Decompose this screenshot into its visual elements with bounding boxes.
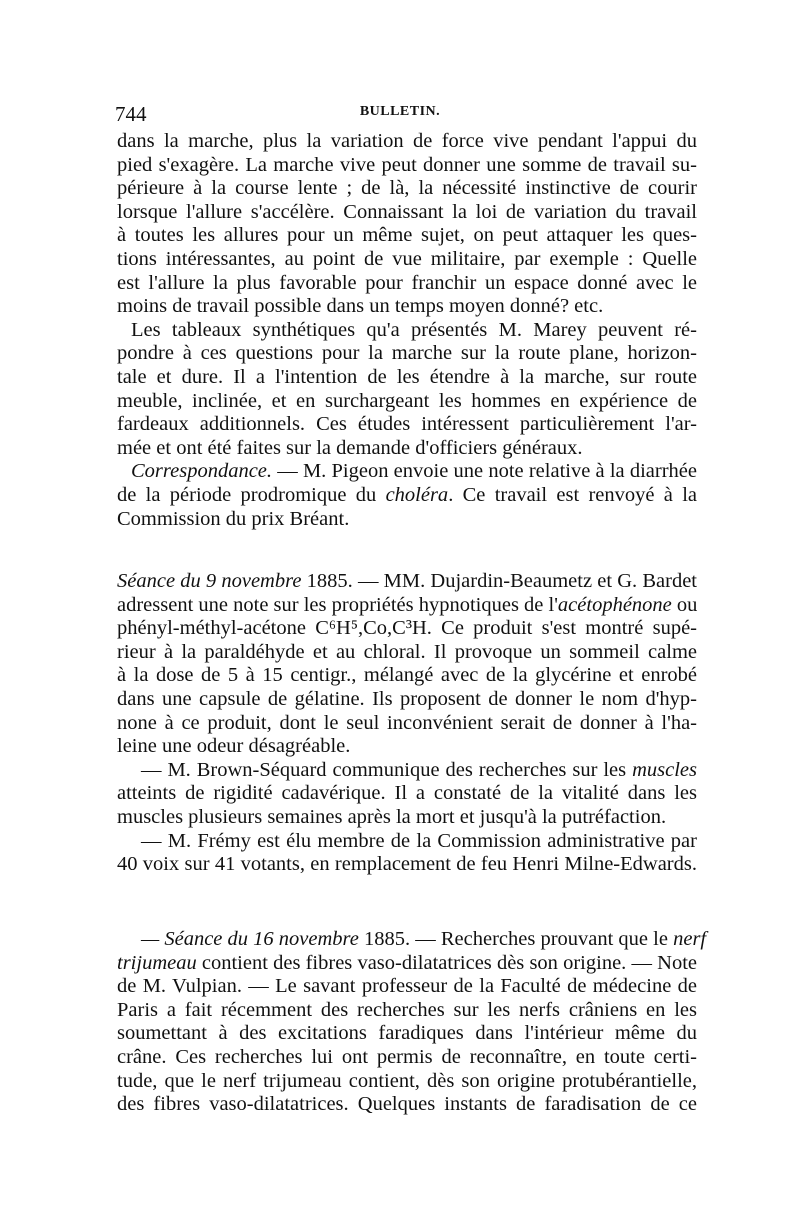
seance-line: 40 voix sur 41 votants, en remplacement de feu Henri Milne-Edwards. bbox=[117, 853, 697, 876]
correspondance-line bbox=[117, 460, 697, 484]
text-line: dans la marche, plus la variation de force vive pendant l'appui du bbox=[117, 130, 697, 152]
text-block-marey bbox=[117, 130, 697, 531]
text-span: adressent une note sur les propriétés hypnotiques de l' bbox=[117, 593, 558, 616]
text-span: ou bbox=[671, 593, 698, 616]
seance-line: tude, que le nerf trijumeau contient, dès son origine protubérantielle, bbox=[117, 1069, 697, 1092]
correspondance-line bbox=[117, 484, 697, 508]
seance-line: soumettant à des excitations faradiques dans l'intérieur même du bbox=[117, 1022, 697, 1045]
seance-line: Paris a fait récemment des recherches sur les nerfs crâniens en les bbox=[117, 998, 697, 1021]
italic-term: choléra bbox=[385, 483, 449, 506]
seance-year: 1885. bbox=[301, 570, 353, 592]
seance-line bbox=[117, 594, 697, 618]
text-span: . Ce travail est renvoyé à la bbox=[448, 483, 697, 506]
seance-line: — M. Frémy est élu membre de la Commission administrative par bbox=[141, 829, 697, 852]
text-line: Les tableaux synthétiques qu'a présentés M. Marey peuvent ré- bbox=[131, 318, 697, 341]
text-line: pied s'exagère. La marche vive peut donner une somme de travail su- bbox=[117, 153, 697, 176]
correspondance-text: — M. Pigeon envoie une note relative à la diarrhée bbox=[272, 460, 697, 483]
running-head: BULLETIN. bbox=[359, 104, 441, 119]
text-span: de la période prodromique du bbox=[117, 483, 386, 506]
seance-line: phényl-méthyl-acétone C⁶H⁵,Co,C³H. Ce produit s'est montré supé- bbox=[117, 617, 697, 640]
text-line: tale et dure. Il a l'intention de les étendre à la marche, sur route bbox=[117, 365, 697, 388]
seance-line: atteints de rigidité cadavérique. Il a constaté de la vitalité dans les bbox=[117, 782, 697, 805]
seance-line: leine une odeur désagréable. bbox=[117, 735, 351, 758]
text-block-seance-16 bbox=[117, 928, 707, 1117]
text-line: fardeaux additionnels. Ces études intéressent particulièrement l'ar- bbox=[117, 413, 697, 436]
text-span: — MM. Dujardin-Beaumetz et G. Bardet bbox=[352, 570, 698, 592]
seance-label: — Séance du 16 novembre bbox=[141, 928, 359, 950]
text-line: mée et ont été faites sur la demande d'officiers généraux. bbox=[117, 436, 583, 459]
text-span: contient des fibres vaso-dilatatrices dès son origine. — Note bbox=[196, 951, 697, 974]
seance-line: crâne. Ces recherches lui ont permis de reconnaître, en toute certi- bbox=[117, 1045, 697, 1068]
seance-line: des fibres vaso-dilatatrices. Quelques instants de faradisation de ce bbox=[117, 1093, 697, 1116]
italic-term: nerf bbox=[673, 928, 707, 950]
text-span: — M. Brown-Séquard communique des recherches sur les bbox=[141, 758, 633, 781]
text-line: tions intéressantes, au point de vue militaire, par exemple : Quelle bbox=[117, 247, 697, 270]
italic-term: muscles bbox=[632, 758, 697, 781]
seance-line bbox=[117, 759, 697, 783]
text-line: à toutes les allures pour un même sujet, on peut attaquer les ques- bbox=[117, 224, 697, 247]
seance-line: de M. Vulpian. — Le savant professeur de la Faculté de médecine de bbox=[117, 975, 697, 998]
page-number: 744 bbox=[115, 102, 147, 126]
text-line: lorsque l'allure s'accélère. Connaissant la loi de variation du travail bbox=[117, 200, 697, 223]
text-line: moins de travail possible dans un temps moyen donné? etc. bbox=[117, 295, 604, 318]
seance-year: 1885. bbox=[358, 928, 411, 950]
text-span: — Recherches prouvant que le bbox=[410, 928, 674, 950]
seance-line bbox=[117, 952, 697, 976]
italic-term: trijumeau bbox=[117, 951, 197, 974]
seance-line: dans une capsule de gélatine. Ils proposent de donner le nom d'hyp- bbox=[117, 687, 697, 710]
seance-line bbox=[117, 570, 697, 594]
seance-line: muscles plusieurs semaines après la mort et jusqu'à la putréfaction. bbox=[117, 805, 667, 828]
correspondance-label: Correspondance. bbox=[131, 460, 273, 483]
seance-line: à la dose de 5 à 15 centigr., mélangé avec de la glycérine et enrobé bbox=[117, 664, 697, 687]
correspondance-line: Commission du prix Bréant. bbox=[117, 507, 350, 530]
text-line: périeure à la course lente ; de là, la nécessité instinctive de courir bbox=[117, 177, 697, 200]
italic-term: acétophénone bbox=[557, 593, 672, 616]
text-line: pondre à ces questions pour la marche sur la route plane, horizon- bbox=[117, 342, 697, 365]
seance-line: none à ce produit, dont le seul inconvénient serait de donner à l'ha- bbox=[117, 711, 697, 734]
seance-label: Séance du 9 novembre bbox=[117, 570, 302, 592]
seance-line: rieur à la paraldéhyde et au chloral. Il provoque un sommeil calme bbox=[117, 640, 697, 663]
seance-line bbox=[117, 928, 707, 952]
text-line: meuble, inclinée, et en surchargeant les hommes en expérience de bbox=[117, 389, 697, 412]
text-block-seance-9 bbox=[117, 570, 697, 877]
text-line: est l'allure la plus favorable pour franchir un espace donné avec le bbox=[117, 271, 697, 294]
